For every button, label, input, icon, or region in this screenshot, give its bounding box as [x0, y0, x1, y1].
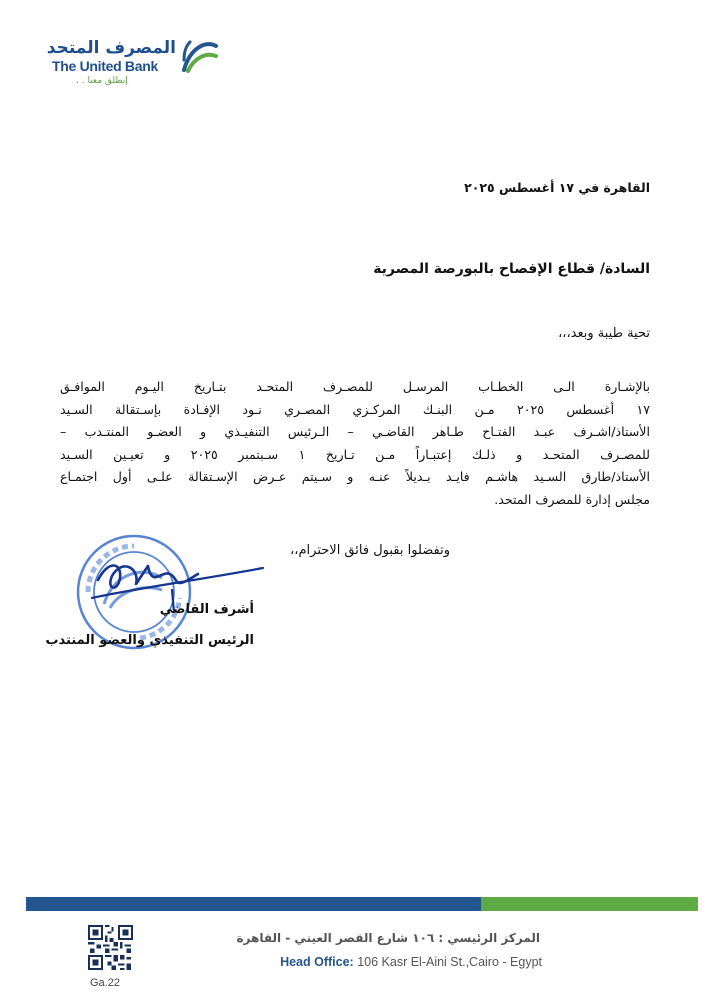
qr-code-icon: [88, 925, 133, 970]
body-line: ١٧ أغسطس ٢٠٢٥ مـن البنـك المركـزي المصـري نـود الإفـادة بإسـتقالة السـيد: [60, 401, 650, 417]
head-office-address-english: [280, 955, 542, 969]
bank-name-english: The United Bank: [52, 58, 158, 74]
body-line: الأستاذ/طارق السـيد هاشـم فايـد بـديلاً عنـه و سـيتم عـرض الإسـتقالة علـى أول اجتمـاع: [60, 469, 650, 484]
bank-tagline: إنطلق معنا . .: [76, 76, 128, 86]
head-office-address: 106 Kasr El-Aini St.,Cairo - Egypt: [357, 955, 542, 969]
letter-closing: وتفضلوا بقبول فائق الاحترام،،: [290, 543, 450, 558]
head-office-label: Head Office:: [280, 955, 354, 969]
letter-body: [60, 376, 650, 511]
letter-date: القاهرة في ١٧ أغسطس ٢٠٢٥: [464, 180, 650, 195]
letter-greeting: تحية طيبة وبعد،،،: [558, 326, 650, 341]
body-line: للمصـرف المتحـد و ذلـك إعتبـاراً مـن تـاريخ ١ سـبتمبر ٢٠٢٥ و تعيـين السـيد: [60, 446, 650, 462]
bank-swoosh-icon: [180, 38, 220, 74]
letter-recipient: السادة/ قطاع الإفصاح بالبورصة المصرية: [373, 261, 650, 277]
document-reference: Ga.22: [90, 977, 120, 989]
signer-name: أشرف القاضي: [159, 602, 254, 617]
bank-logo: [46, 38, 220, 96]
body-line: بالإشـارة الـى الخطـاب المرسـل للمصـرف المتحـد بتـاريخ اليـوم الموافـق: [60, 379, 650, 394]
body-line: مجلس إدارة للمصرف المتحد.: [494, 491, 650, 507]
footer-bar-green: [481, 897, 698, 911]
head-office-address-arabic: المركز الرئيسي : ١٠٦ شارع القصر العيني - القاهرة: [236, 931, 540, 945]
bank-name-arabic: المصرف المتحد: [46, 38, 176, 58]
footer-bar-blue: [26, 897, 481, 911]
body-line: الأستاذ/اشـرف عبـد الفتـاح طـاهر القاضـي – الـرئيس التنفيـذي و العضـو المنتـدب –: [60, 424, 650, 439]
signer-title: الرئيس التنفيذي والعضو المنتدب: [45, 633, 254, 648]
